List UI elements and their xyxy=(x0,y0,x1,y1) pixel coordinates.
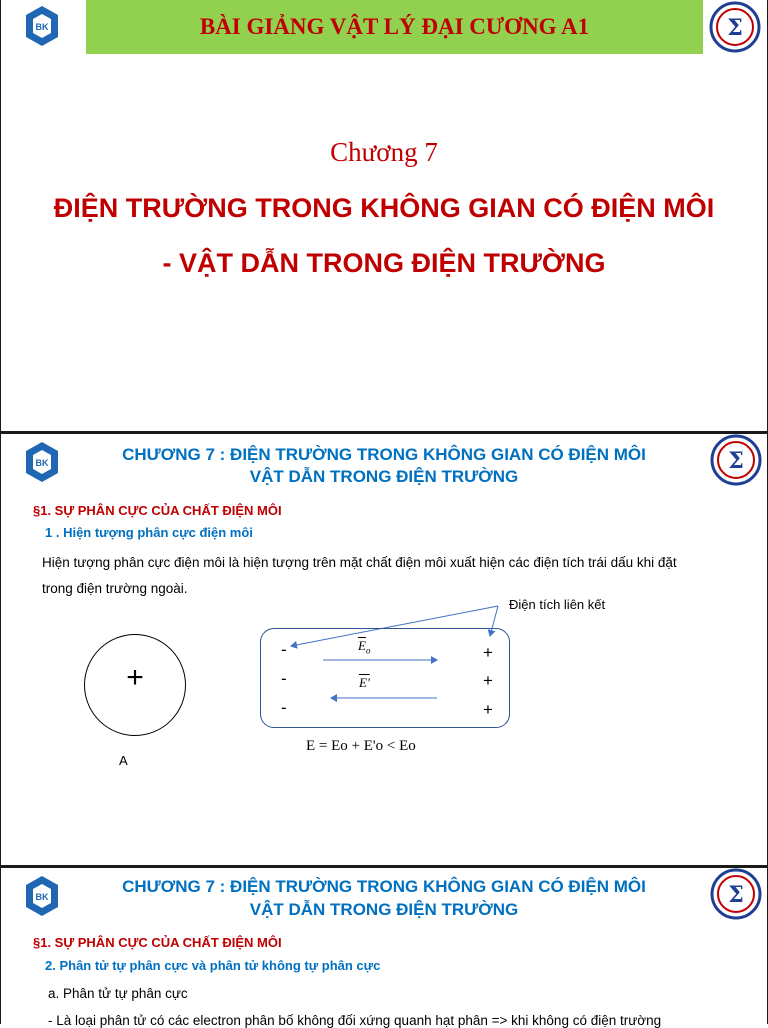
item-line: - Là loại phân tử có các electron phân bố không đối xứng quanh hạt phân => khi không có điện trường xyxy=(48,1013,662,1028)
chapter-title-line-1: ĐIỆN TRƯỜNG TRONG KHÔNG GIAN CÓ ĐIỆN MÔI xyxy=(53,193,715,223)
plus-charge: + xyxy=(483,643,493,662)
slide-1 xyxy=(1,0,767,431)
paragraph-line-1: Hiện tượng phân cực điện môi là hiện tượng trên mặt chất điện môi xuất hiện các điện tích trái dấu khi đặt xyxy=(42,555,677,570)
svg-text:Σ: Σ xyxy=(727,15,743,41)
svg-text:Σ: Σ xyxy=(728,448,744,474)
field-label-e0-subscript: o xyxy=(365,645,371,656)
slide-header-line-1: CHƯƠNG 7 : ĐIỆN TRƯỜNG TRONG KHÔNG GIAN CÓ ĐIỆN MÔI xyxy=(122,877,646,896)
slide-header-line-2: VẬT DẪN TRONG ĐIỆN TRƯỜNG xyxy=(249,467,519,486)
minus-charge: - xyxy=(281,640,287,659)
university-emblem-icon xyxy=(709,1,761,53)
section-title: §1. SỰ PHÂN CỰC CỦA CHẤT ĐIỆN MÔI xyxy=(33,935,282,950)
field-formula: E = Eo + E'o < Eo xyxy=(306,738,416,754)
bk-logo-icon xyxy=(22,4,62,48)
bk-logo-icon xyxy=(22,874,62,918)
minus-charge: - xyxy=(281,669,287,688)
field-label-e0-symbol: $\overline{E}$ xyxy=(358,638,366,653)
plus-charge: + xyxy=(483,671,493,690)
svg-text:BK: BK xyxy=(35,892,49,902)
svg-text:BK: BK xyxy=(35,458,49,468)
item-a: a. Phân tử tự phân cực xyxy=(48,986,188,1001)
field-label-e0 xyxy=(358,638,370,656)
slide-3 xyxy=(1,868,767,1028)
subsection-title: 2. Phân tử tự phân cực và phân tử không tự phân cực xyxy=(45,958,381,973)
university-emblem-icon xyxy=(710,868,762,920)
chapter-title-line-2: - VẬT DẪN TRONG ĐIỆN TRƯỜNG xyxy=(162,248,606,278)
slide-header-line-2: VẬT DẪN TRONG ĐIỆN TRƯỜNG xyxy=(249,900,519,919)
dielectric-slab xyxy=(260,628,510,728)
slide-2 xyxy=(1,434,767,865)
bound-charge-label: Điện tích liên kết xyxy=(509,597,606,612)
course-title: BÀI GIẢNG VẬT LÝ ĐẠI CƯƠNG A1 xyxy=(199,14,590,39)
chapter-number: Chương 7 xyxy=(330,137,438,167)
paragraph-line-2: trong điện trường ngoài. xyxy=(42,581,188,596)
sphere-label: A xyxy=(119,753,128,768)
slide-header-line-1: CHƯƠNG 7 : ĐIỆN TRƯỜNG TRONG KHÔNG GIAN CÓ ĐIỆN MÔI xyxy=(122,445,646,464)
plus-charge: + xyxy=(483,700,493,719)
charged-sphere xyxy=(84,634,186,736)
subsection-title: 1 . Hiện tượng phân cực điện môi xyxy=(45,525,253,540)
course-banner xyxy=(86,0,703,54)
field-label-e-prime: E' xyxy=(359,675,370,690)
sphere-charge-sign: + xyxy=(126,661,144,694)
svg-text:Σ: Σ xyxy=(728,882,744,908)
section-title: §1. SỰ PHÂN CỰC CỦA CHẤT ĐIỆN MÔI xyxy=(33,503,282,518)
minus-charge: - xyxy=(281,698,287,717)
svg-text:BK: BK xyxy=(35,22,49,32)
